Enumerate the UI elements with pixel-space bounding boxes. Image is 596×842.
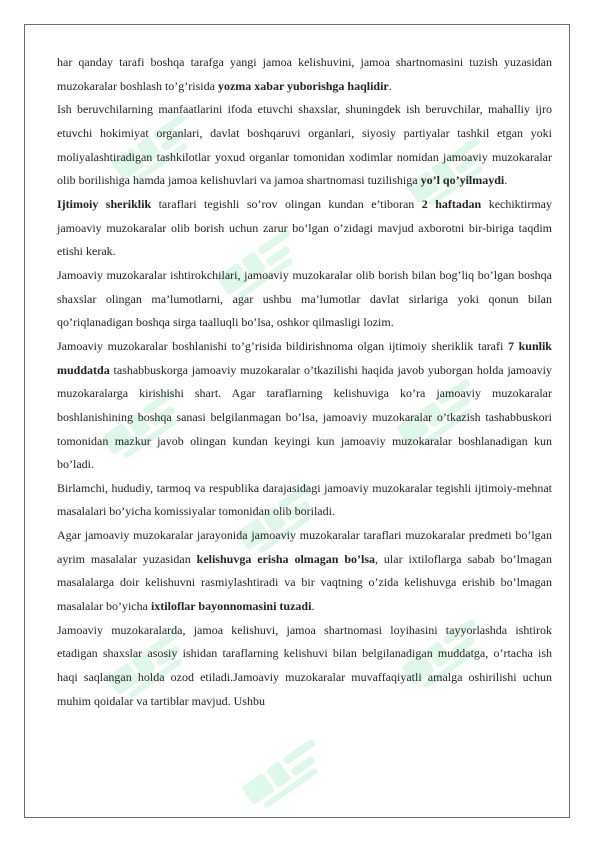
text-run: Birlamchi, hududiy, tarmoq va respublika darajasidagi jamoaviy muzokaralar tegishli ijtimoiy-mehnat masalalari bo’yicha komissiyalar tomonidan olib boriladi. [57, 480, 552, 519]
document-body [57, 51, 552, 713]
paragraph [57, 264, 552, 335]
text-run: . [388, 78, 392, 93]
bold-text: yo’l qo’yilmaydi [420, 173, 505, 188]
text-run: Jamoaviy muzokaralarda, jamoa kelishuvi, jamoa shartnomasi loyihasini tayyorlashda ishtirok etadigan shaxslar asosiy ishidan taraflarning kelishuvi bilan belgilanadigan muddatga, o’rtacha ish haqi saqlangan holda ozod etiladi.Jamoaviy muzokaralar muvaffaqiyatli amalga oshirilishi uchun muhim qoidalar va tartiblar mavjud. Ushbu [57, 622, 552, 708]
text-run: Jamoaviy muzokaralar ishtirokchilari, jamoaviy muzokaralar olib borish bilan bog’liq bo’lgan boshqa shaxslar olingan ma’lumotlarni, agar ushbu ma’lumotlar davlat sirlariga yoki qonun bilan qo’riqlanadigan boshqa sirga taalluqli bo’lsa, oshkor qilmasligi lozim. [57, 267, 552, 330]
text-run: , ular ixtiloflarga sabab bo’lmagan masalalarga doir kelishuvni rasmiylashtiradi va bir vaqtning o’zida kelishuvga erishib bo’lmagan masalalar bo’yicha [57, 551, 552, 614]
paragraph [57, 524, 552, 619]
text-run: . [504, 173, 508, 188]
text-run: har qanday tarafi boshqa tarafga yangi jamoa kelishuvini, jamoa shartnomasini tuzish yuzasidan muzokaralar boshlash to’g’risida [57, 55, 552, 93]
bold-text: ixtiloflar bayonnomasini tuzadi [150, 599, 312, 614]
text-run: tashabbuskorga jamoaviy muzokaralar o’tkazilishi haqida javob yuborgan holda jamoaviy muzokaralarga kirishishi shart. Agar taraflarning kelishuviga ko’ra jamoaviy muzokaralar boshlanishining boshqa sanasi belgilanmagan bo’lsa, jamoaviy muzokaralar o’tkazish tashabbuskori tomonidan mazkur javob olingan kundan keyingi kun jamoaviy muzokaralar boshlanadigan kun bo’ladi. [57, 362, 552, 472]
paragraph [57, 335, 552, 477]
paragraph [57, 619, 552, 714]
paragraph [57, 98, 552, 193]
paragraph [57, 193, 552, 264]
bold-text: yozma xabar yuborishga haqlidir [217, 78, 389, 93]
text-run: Ish beruvchilarning manfaatlarini ifoda etuvchi shaxslar, shuningdek ish beruvchilar, mahalliy ijro etuvchi hokimiyat organlari, davlat boshqaruvi organlari, siyosiy partiyalar tashkil etgan yoki moliyalashtiradigan tashkilotlar yoxud organlar tomonidan xodimlar nomidan jamoaviy muzokaralar olib borilishiga hamda jamoa kelishuvlari va jamoa shartnomasi tuzilishiga [57, 102, 552, 188]
text-run: . [311, 599, 315, 614]
paragraph [57, 477, 552, 524]
bold-text: 7 kunlik muddatda [57, 338, 552, 377]
bold-text: kelishuvga erisha olmagan bo’lsa [196, 551, 376, 566]
text-run: Jamoaviy muzokaralar boshlanishi to’g’risida bildirishnoma olgan ijtimoiy sheriklik tarafi [57, 338, 508, 353]
text-run: taraflari tegishli so’rov olingan kundan e’tiboran [151, 196, 422, 211]
bold-text: 2 haftadan [421, 196, 482, 211]
text-run: Agar jamoaviy muzokaralar jarayonida jamoaviy muzokaralar taraflari muzokaralar predmeti bo’lgan ayrim masalalar yuzasidan [57, 528, 552, 566]
bold-text: Ijtimoiy sheriklik [57, 196, 152, 211]
text-run: kechiktirmay jamoaviy muzokaralar olib borish uchun zarur bo’lgan o’zidagi mavjud axborotni bir-biriga taqdim etishi kerak. [57, 196, 553, 259]
paragraph [57, 51, 552, 98]
